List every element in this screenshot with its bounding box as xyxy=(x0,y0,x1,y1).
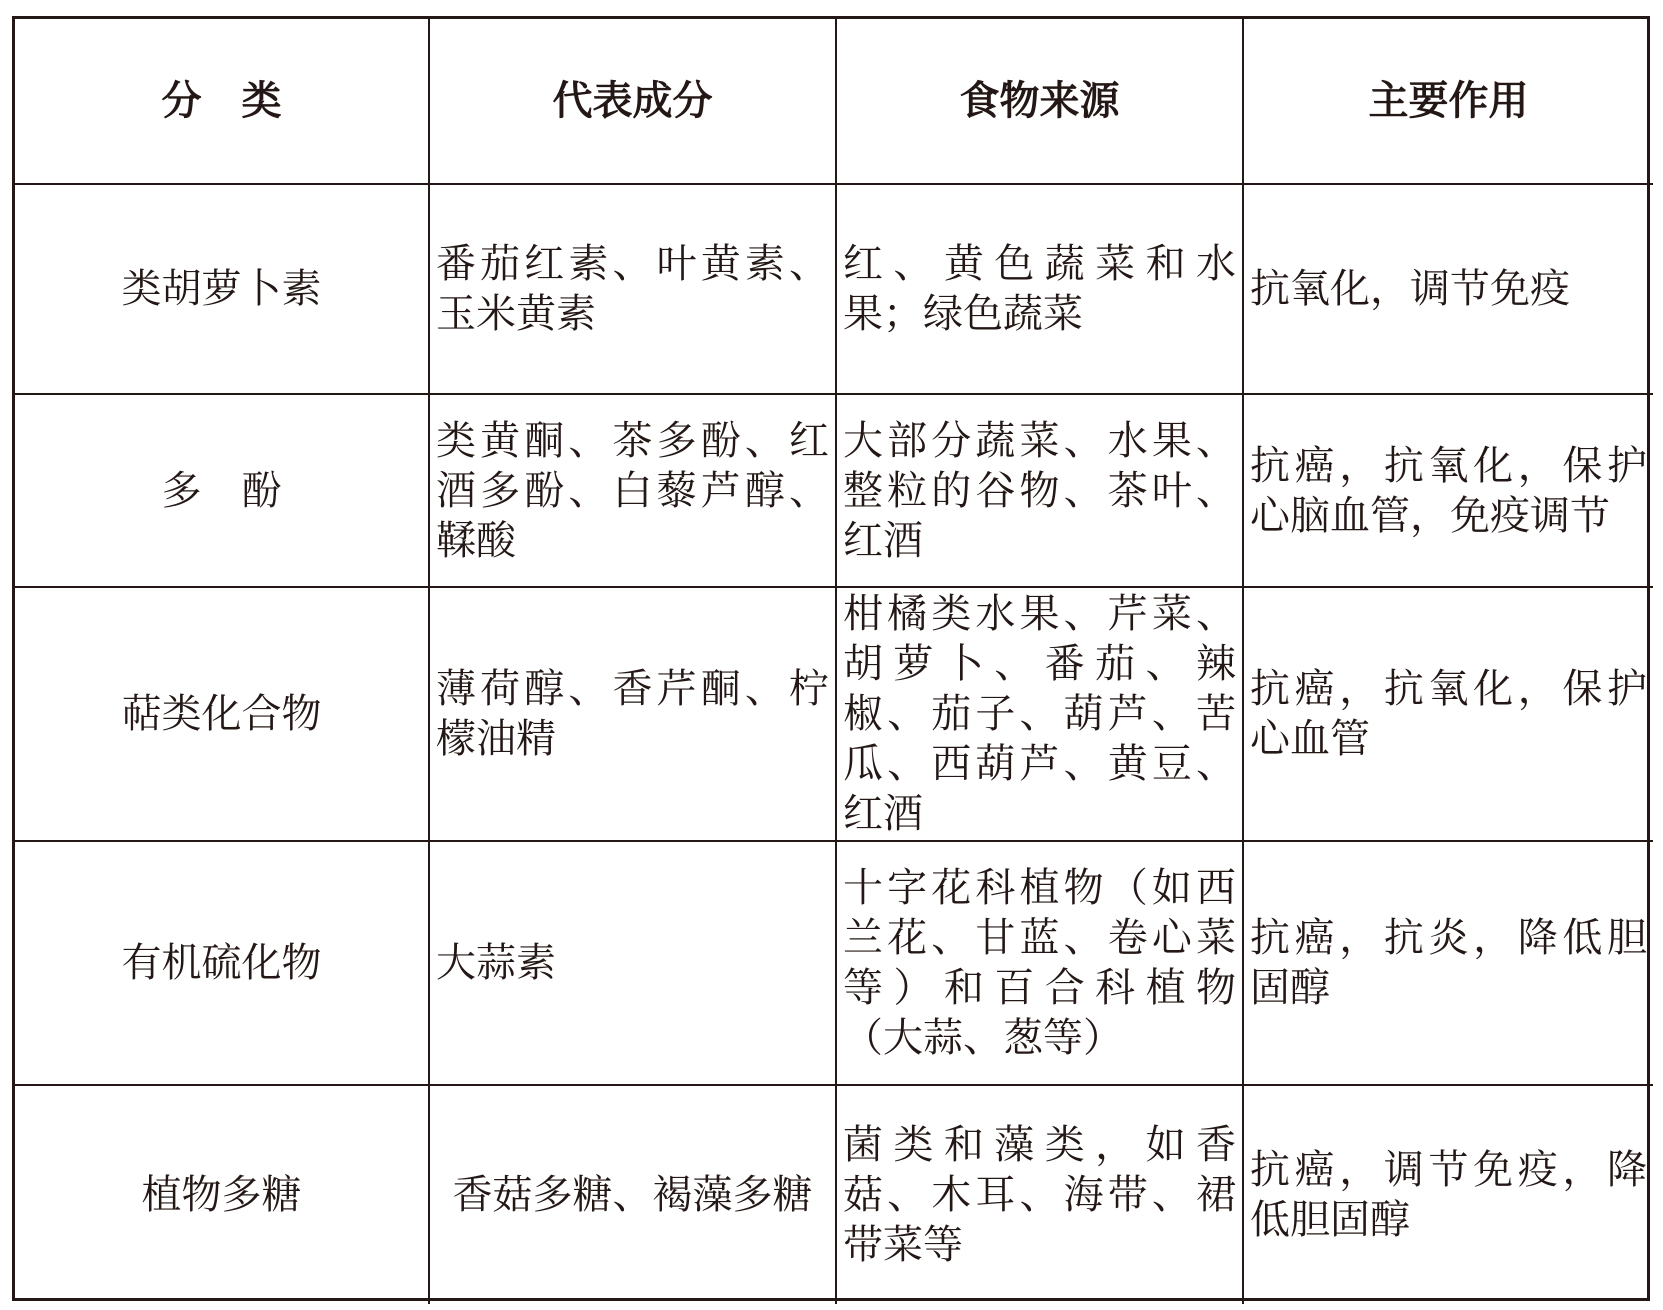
cell-effects: 抗癌，抗炎，降低胆固醇 xyxy=(1243,841,1653,1085)
cell-effects: 抗癌，抗氧化，保护心脑血管，免疫调节 xyxy=(1243,394,1653,587)
table-row xyxy=(15,841,1653,1085)
cell-components: 番茄红素、叶黄素、玉米黄素 xyxy=(429,184,836,394)
cell-sources: 大部分蔬菜、水果、整粒的谷物、茶叶、红酒 xyxy=(836,394,1243,587)
header-effects: 主要作用 xyxy=(1243,19,1653,184)
table-row xyxy=(15,184,1653,394)
table-row xyxy=(15,1085,1653,1304)
cell-sources: 菌类和藻类，如香菇、木耳、海带、裙带菜等 xyxy=(836,1085,1243,1304)
cell-category: 类胡萝卜素 xyxy=(15,184,429,394)
table-row xyxy=(15,394,1653,587)
cell-sources: 柑橘类水果、芹菜、胡萝卜、番茄、辣椒、茄子、葫芦、苦瓜、西葫芦、黄豆、红酒 xyxy=(836,587,1243,841)
cell-sources: 十字花科植物（如西兰花、甘蓝、卷心菜等）和百合科植物（大蒜、葱等） xyxy=(836,841,1243,1085)
phytochemical-table-frame xyxy=(12,16,1650,1301)
cell-effects: 抗氧化，调节免疫 xyxy=(1243,184,1653,394)
cell-effects: 抗癌，抗氧化，保护心血管 xyxy=(1243,587,1653,841)
cell-components: 大蒜素 xyxy=(429,841,836,1085)
cell-category: 多 酚 xyxy=(15,394,429,587)
header-category: 分 类 xyxy=(15,19,429,184)
cell-components: 类黄酮、茶多酚、红酒多酚、白藜芦醇、鞣酸 xyxy=(429,394,836,587)
cell-effects: 抗癌，调节免疫，降低胆固醇 xyxy=(1243,1085,1653,1304)
cell-components: 香菇多糖、褐藻多糖 xyxy=(429,1085,836,1304)
cell-category: 萜类化合物 xyxy=(15,587,429,841)
phytochemical-table xyxy=(15,19,1653,1304)
header-sources: 食物来源 xyxy=(836,19,1243,184)
cell-sources: 红、黄色蔬菜和水果；绿色蔬菜 xyxy=(836,184,1243,394)
cell-category: 有机硫化物 xyxy=(15,841,429,1085)
table-header-row xyxy=(15,19,1653,184)
cell-components: 薄荷醇、香芹酮、柠檬油精 xyxy=(429,587,836,841)
header-components: 代表成分 xyxy=(429,19,836,184)
table-row xyxy=(15,587,1653,841)
cell-category: 植物多糖 xyxy=(15,1085,429,1304)
